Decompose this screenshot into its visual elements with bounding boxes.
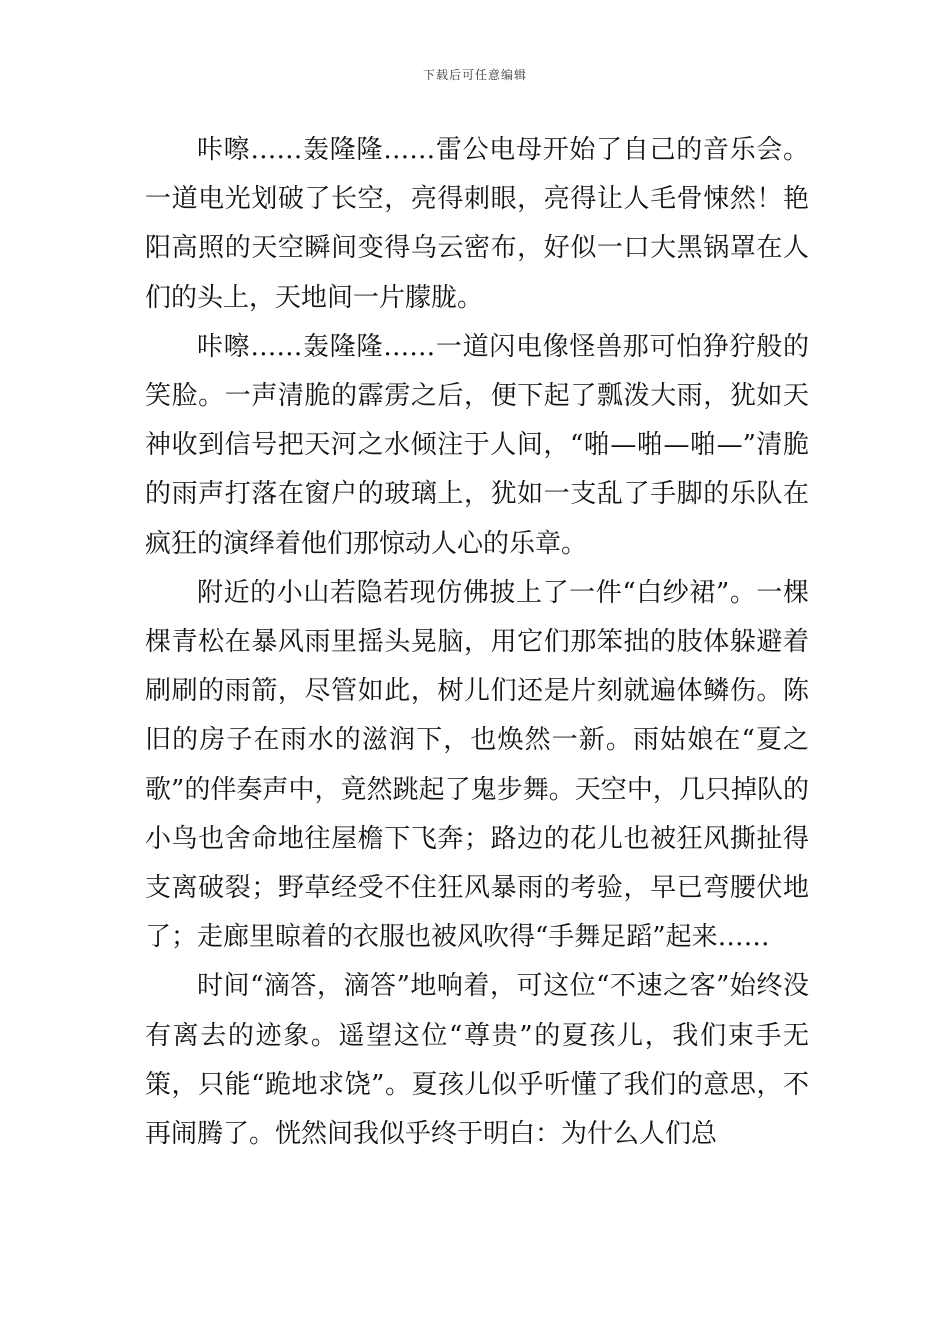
paragraph: 时间“滴答，滴答”地响着，可这位“不速之客”始终没有离去的迹象。遥望这位“尊贵”的夏孩儿，我们束手无策，只能“跪地求饶”。夏孩儿似乎听懂了我们的意思，不再闹腾了。恍然间我似乎终于明白：为什么人们总 — [145, 971, 809, 1150]
paragraph: 附近的小山若隐若现仿佛披上了一件“白纱裙”。一棵棵青松在暴风雨里摇头晃脑，用它们那笨拙的肢体躲避着刷刷的雨箭，尽管如此，树儿们还是片刻就遍体鳞伤。陈旧的房子在雨水的滋润下，也焕然一新。雨姑娘在“夏之歌”的伴奏声中，竟然跳起了鬼步舞。天空中，几只掉队的小鸟也舍命地往屋檐下飞奔；路边的花儿也被狂风撕扯得支离破裂；野草经受不住狂风暴雨的考验，早已弯腰伏地了；走廊里晾着的衣服也被风吹得“手舞足蹈”起来…… — [145, 577, 809, 953]
page-header: 下载后可任意编辑 — [422, 68, 527, 82]
paragraph: 咔嚓……轰隆隆……雷公电母开始了自己的音乐会。一道电光划破了长空，亮得刺眼，亮得让人毛骨悚然！艳阳高照的天空瞬间变得乌云密布，好似一口大黑锅罩在人们的头上，天地间一片朦胧。 — [145, 135, 809, 313]
document-body — [145, 126, 809, 1159]
paragraph: 咔嚓……轰隆隆……一道闪电像怪兽那可怕狰狞般的笑脸。一声清脆的霹雳之后，便下起了瓢泼大雨，犹如天神收到信号把天河之水倾注于人间，“啪—啪—啪—”清脆的雨声打落在窗户的玻璃上，犹如一支乱了手脚的乐队在疯狂的演绎着他们那惊动人心的乐章。 — [145, 331, 809, 559]
